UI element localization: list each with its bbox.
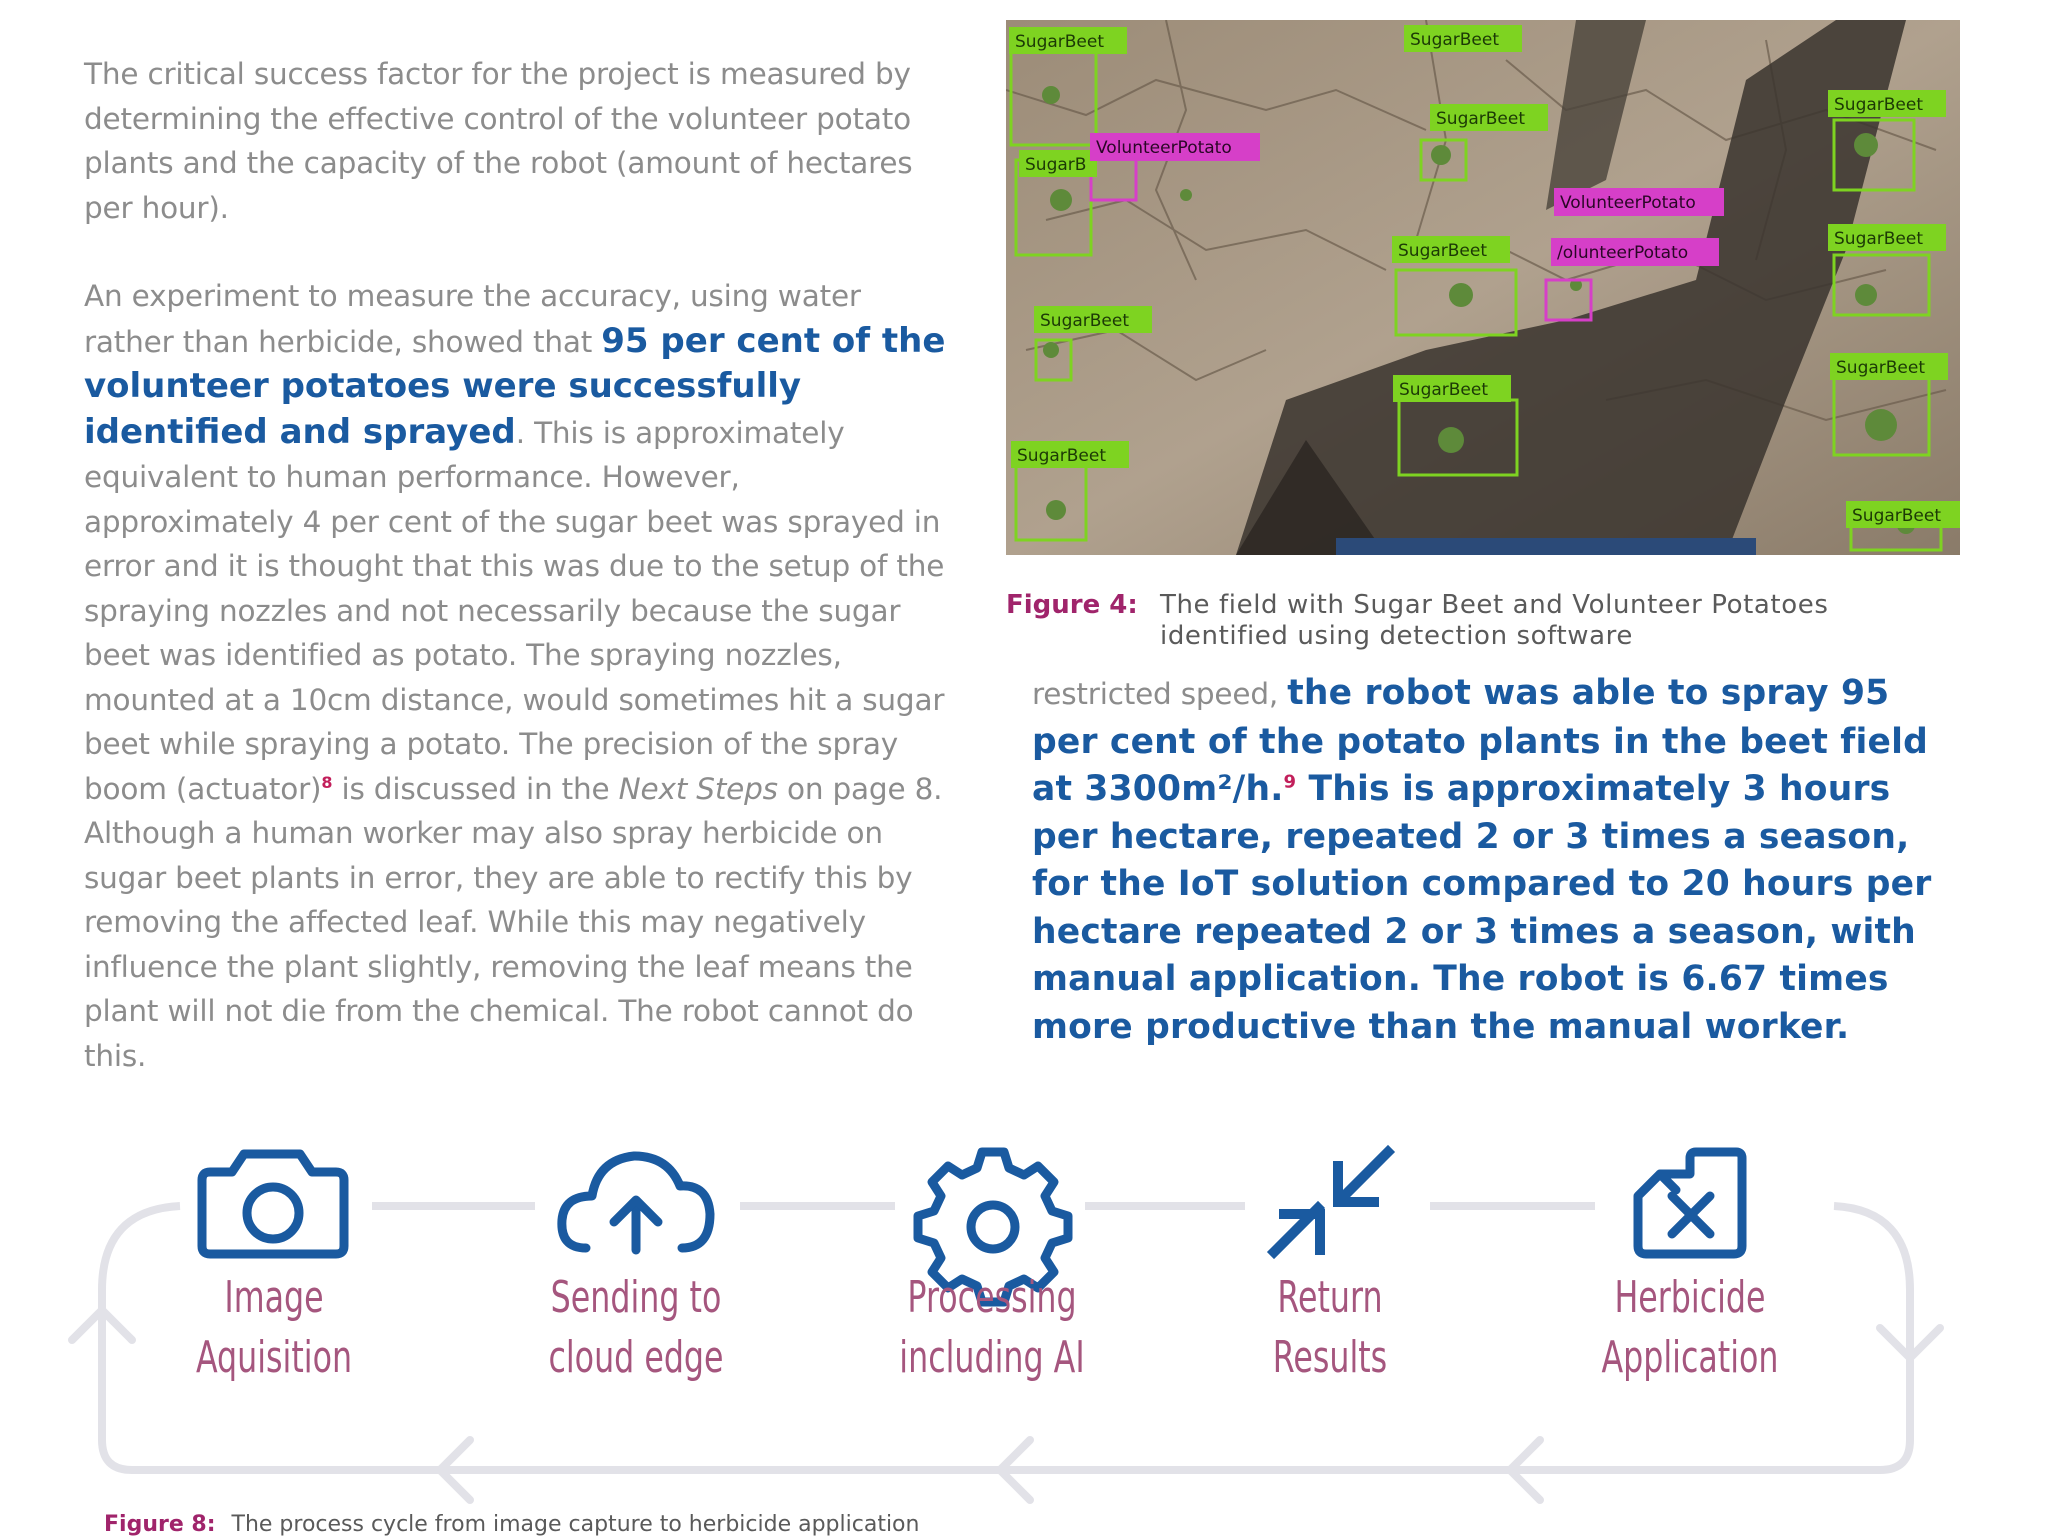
- collapse-arrows-icon: [1274, 1152, 1388, 1252]
- step-3-line2: including AI: [899, 1332, 1085, 1383]
- paragraph-success-factor: The critical success factor for the project is measured by determining the effective control of the volunteer potato plants and the capacity of the robot (amount of hectares per hour).: [84, 57, 913, 225]
- cloud-upload-icon: [562, 1156, 710, 1250]
- paragraph-experiment-body: . This is approximately equivalent to human performance. However, approximately 4 per cent of the sugar beet was sprayed in error and it is thought that this was due to the setup of the spraying nozzles and not necessarily because the sugar beet was identified as potato. The spraying nozzles, mounted at a 10cm distance, would sometimes hit a sugar beet while spraying a potato. The precision of the spray boom (actuator): [84, 415, 945, 806]
- highlight-95-percent: 95 per cent of the volunteer potatoes were successfully identified and sprayed: [84, 320, 946, 452]
- paragraph-experiment-intro: An experiment to measure the accuracy, using water rather than herbicide, showed that: [84, 279, 861, 359]
- label-sugarbeet-3: SugarBeet: [1436, 109, 1526, 129]
- label-sugarbeet-5: SugarBeet: [1398, 241, 1488, 261]
- label-sugarbeet-1: SugarBeet: [1015, 32, 1105, 52]
- label-volunteerpotato-2: VolunteerPotato: [1560, 193, 1696, 213]
- step-2-line2: cloud edge: [548, 1332, 724, 1383]
- highlight-spray-rate: the robot was able to spray 95 per cent of the potato plants in the beet field at 3300m²/h.: [1032, 673, 1929, 809]
- step-1-line2: Aquisition: [195, 1332, 353, 1383]
- highlight-productivity: This is approximately 3 hours per hectare, repeated 2 or 3 times a season, for the IoT solution compared to 20 hours per hectare repeated 2 or 3 times a season, with manual application. The robot is 6.67 times more productive than the manual worker.: [1032, 769, 1932, 1047]
- step-5-line2: Application: [1601, 1332, 1779, 1383]
- figure8-caption-label: Figure 8:: [104, 1512, 216, 1537]
- camera-icon: [202, 1154, 344, 1254]
- label-sugarbeet-10: SugarBeet: [1017, 446, 1107, 466]
- process-cycle-diagram: [0, 1110, 2048, 1536]
- next-steps-italic: Next Steps: [618, 771, 778, 806]
- step-4-line1: Return: [1277, 1272, 1383, 1323]
- body-text-left: [84, 52, 954, 1078]
- step-1-line1: Image: [224, 1272, 324, 1323]
- figure4-field-photo: [1006, 20, 1960, 555]
- label-sugarbeet-6: SugarBeet: [1834, 229, 1924, 249]
- canister-x-icon: [1638, 1152, 1742, 1254]
- figure4-caption-text: The field with Sugar Beet and Volunteer Potatoes identified using detection software: [1160, 590, 1829, 651]
- step-5-line1: Herbicide: [1614, 1272, 1766, 1323]
- right-text-intro: restricted speed,: [1032, 677, 1288, 711]
- label-volunteerpotato-3: /olunteerPotato: [1557, 243, 1689, 263]
- paragraph-experiment-end: on page 8. Although a human worker may also spray herbicide on sugar beet plants in error, they are able to rectify this by removing the affected leaf. While this may negatively influence the plant slightly, removing the leaf means the plant will not die from the chemical. The robot cannot do this.: [84, 771, 943, 1073]
- label-sugarbeet-8: SugarBeet: [1399, 380, 1489, 400]
- figure4-caption: [1006, 590, 1986, 652]
- label-sugarbeet-7: SugarBeet: [1040, 311, 1130, 331]
- label-sugarbeet-9: SugarBeet: [1836, 358, 1926, 378]
- figure8-caption: [104, 1512, 919, 1537]
- label-sugarbeet-partial: SugarB: [1025, 155, 1087, 175]
- label-volunteerpotato-1: VolunteerPotato: [1096, 138, 1232, 158]
- body-text-right: [1032, 670, 1962, 1051]
- step-4-line2: Results: [1272, 1332, 1388, 1383]
- paragraph-experiment: [84, 274, 954, 1078]
- step-sending-to-cloud: [528, 1268, 744, 1388]
- footnote-ref-8: 8: [321, 772, 333, 792]
- label-sugarbeet-4: SugarBeet: [1834, 95, 1924, 115]
- step-2-line1: Sending to: [550, 1272, 722, 1323]
- step-herbicide-application: [1582, 1268, 1798, 1388]
- label-sugarbeet-2: SugarBeet: [1410, 30, 1500, 50]
- figure8-caption-text: The process cycle from image capture to herbicide application: [231, 1512, 920, 1537]
- step-image-acquisition: [166, 1268, 382, 1388]
- step-3-line1: Processing: [907, 1272, 1077, 1323]
- footnote-ref-9: 9: [1283, 771, 1297, 793]
- paragraph-experiment-ref: is discussed in the: [332, 771, 619, 806]
- step-processing-ai: [884, 1268, 1100, 1388]
- label-sugarbeet-11: SugarBeet: [1852, 506, 1942, 526]
- step-return-results: [1222, 1268, 1438, 1388]
- figure4-caption-label: Figure 4:: [1006, 590, 1138, 620]
